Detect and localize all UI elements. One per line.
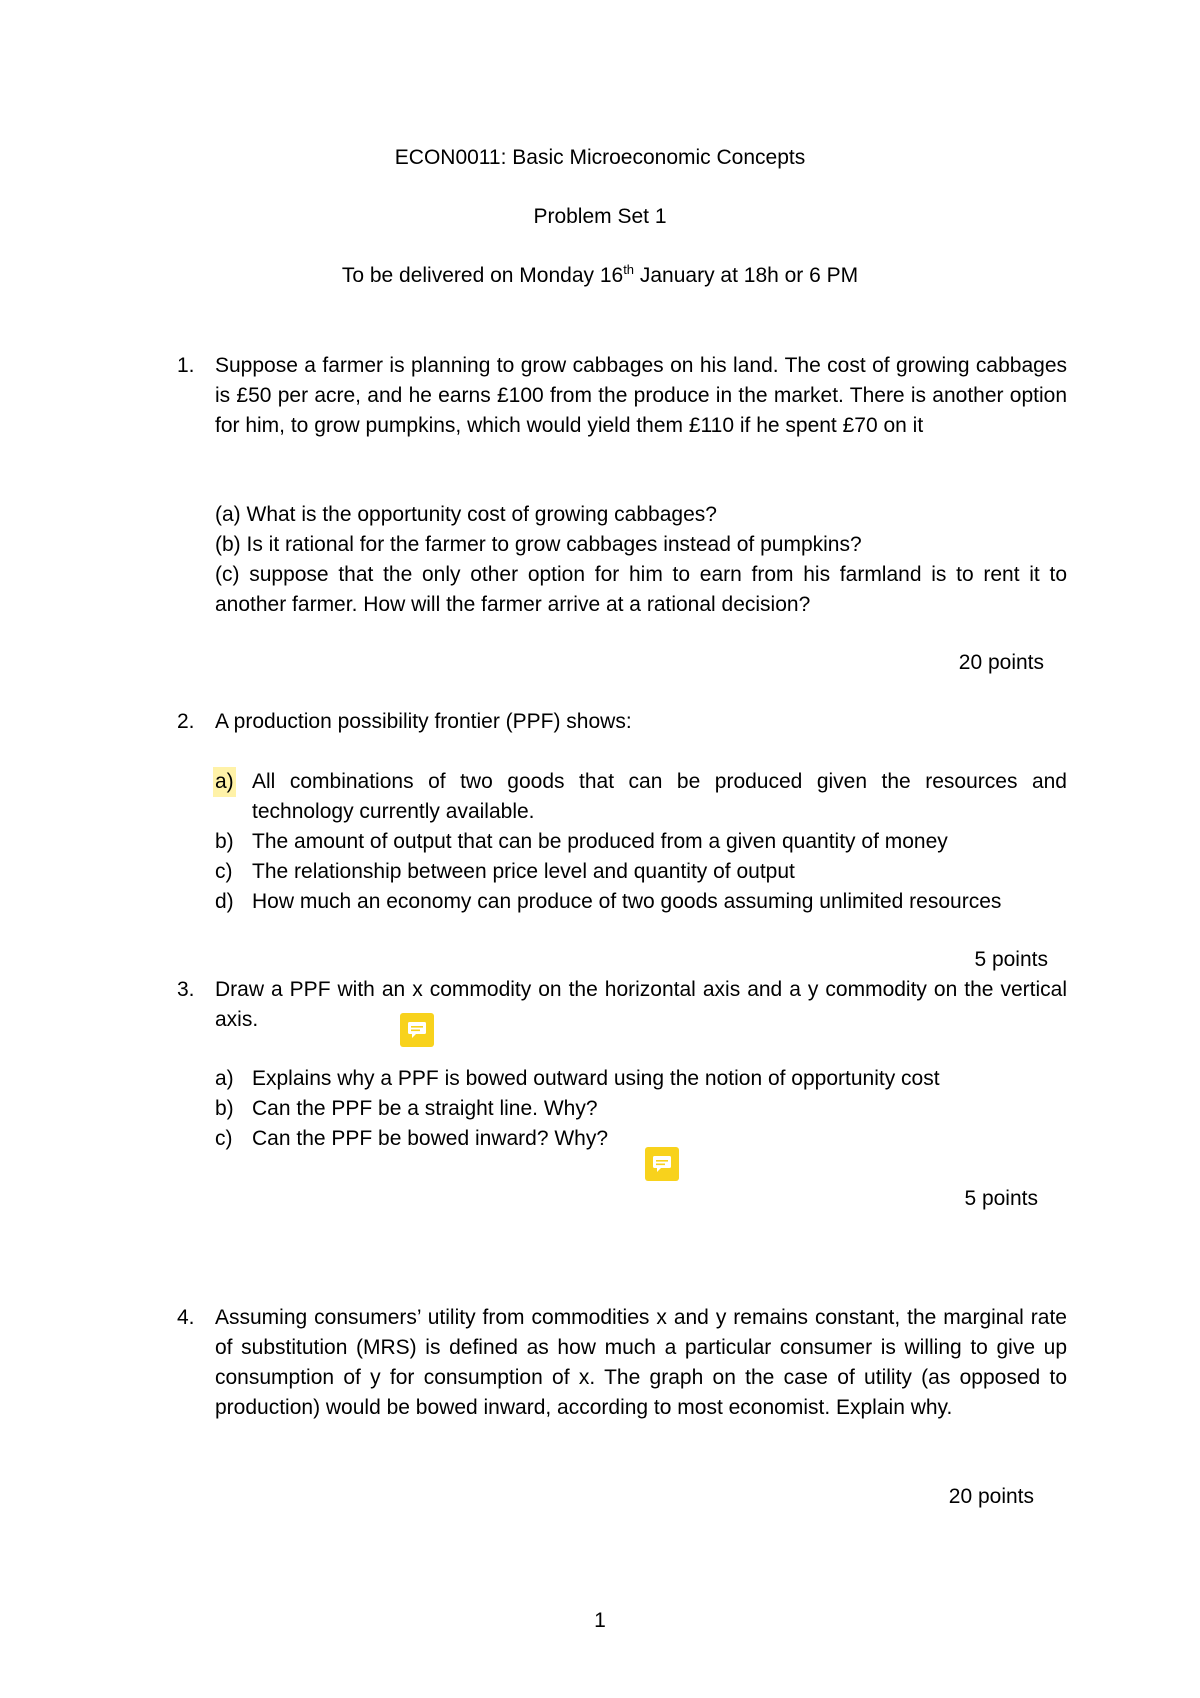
question-number: 2. [177,710,195,733]
option-letter: b) [215,1097,234,1120]
option-text: The relationship between price level and quantity of output [252,860,795,883]
option-text: Can the PPF be a straight line. Why? [252,1097,598,1120]
option-text: Can the PPF be bowed inward? Why? [252,1127,609,1150]
option-letter: c) [215,860,233,883]
question-number: 1. [177,354,195,377]
option-letter-highlighted: a) [213,767,236,797]
question-1-points: 20 points [958,651,1044,674]
due-date-pre: To be delivered on Monday 16 [341,264,624,287]
question-1-subparts [177,500,1067,620]
option-text: How much an economy can produce of two goods assuming unlimited resources [252,890,1002,913]
option-letter: c) [215,1127,233,1150]
question-text: Assuming consumers’ utility from commodities x and y remains constant, the marginal rate of substitution (MRS) is defined as how much a particular consumer is willing to give up consumption of y for consumption of x. The graph on the case of utility (as opposed to production) would be bowed inward, according to most economist. Explain why. [215,1306,1067,1419]
option-d [215,887,1067,917]
question-text: Draw a PPF with an x commodity on the horizontal axis and a y commodity on the vertical axis. [215,978,1067,1031]
question-1b: (b) Is it rational for the farmer to grow cabbages instead of pumpkins? [215,533,862,556]
option-text: The amount of output that can be produced from a given quantity of money [252,830,948,853]
question-3-options [177,1064,1067,1154]
problem-set-title: Problem Set 1 [533,205,667,228]
option-letter: d) [215,890,234,913]
question-3 [177,975,1067,1035]
due-date-post: January at 18h or 6 PM [634,264,859,287]
question-text: A production possibility frontier (PPF) shows: [215,710,632,733]
question-text: Suppose a farmer is planning to grow cabbages on his land. The cost of growing cabbages is £50 per acre, and he earns £100 from the produce in the market. There is another option for him, to grow pumpkins, which would yield them £110 if he spent £70 on it [215,354,1067,437]
question-4 [177,1303,1067,1423]
due-date [0,261,1200,291]
option-b [215,1094,1067,1124]
option-c [215,1124,1067,1154]
option-text: Explains why a PPF is bowed outward using the notion of opportunity cost [252,1067,940,1090]
question-1c: (c) suppose that the only other option for him to earn from his farmland is to rent it to another farmer. How will the farmer arrive at a rational decision? [215,563,1067,616]
question-1a: (a) What is the opportunity cost of growing cabbages? [215,503,717,526]
option-letter: b) [215,830,234,853]
question-2-options [177,767,1067,917]
course-title: ECON0011: Basic Microeconomic Concepts [394,146,806,169]
question-3-points: 5 points [964,1187,1038,1210]
due-date-sup: th [623,262,635,277]
option-a [215,1064,1067,1094]
question-number: 4. [177,1306,195,1329]
option-c [215,857,1067,887]
option-b [215,827,1067,857]
question-2-points: 5 points [974,948,1048,971]
question-4-points: 20 points [948,1485,1034,1508]
option-text: All combinations of two goods that can be produced given the resources and technology currently available. [252,770,1067,823]
page-number: 1 [594,1609,606,1632]
comment-icon[interactable] [400,1013,434,1047]
question-2 [177,707,1067,737]
question-1 [177,351,1067,441]
question-number: 3. [177,978,195,1001]
comment-icon[interactable] [645,1147,679,1181]
option-letter: a) [215,1067,234,1090]
option-a [215,767,1067,827]
